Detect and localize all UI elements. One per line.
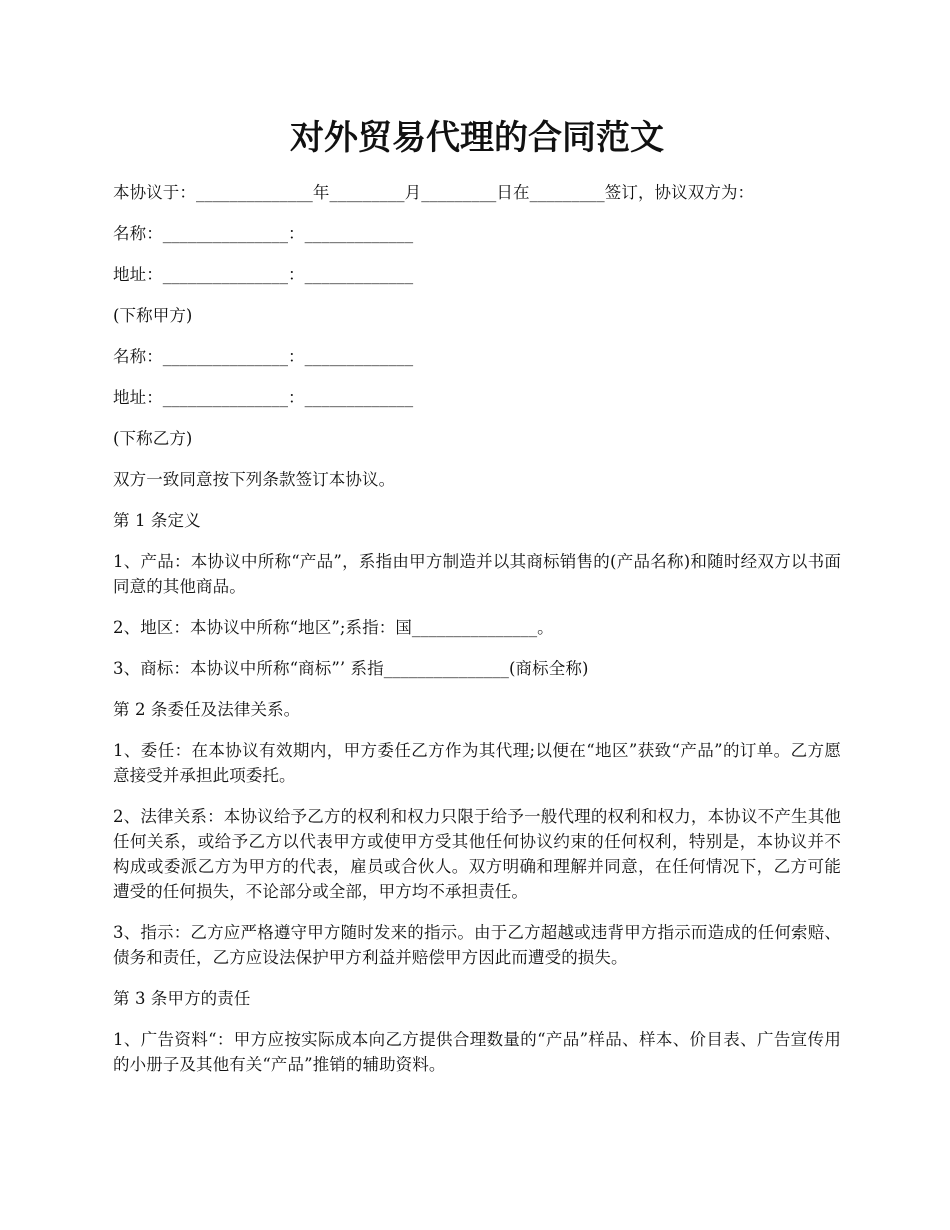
article-2-clause-1: 1、委任：在本协议有效期内，甲方委任乙方作为其代理;以便在“地区”获致“产品”的订单。乙方愿意接受并承担此项委托。 [113,741,841,785]
article-1-heading: 第 1 条定义 [113,511,201,530]
agreement-statement: 双方一致同意按下列条款签订本协议。 [113,470,396,489]
party-a-label: (下称甲方) [113,306,193,325]
party-a-name: 名称：_______________：_____________ [113,224,414,243]
document-title: 对外贸易代理的合同范文 [290,118,664,158]
party-b-name: 名称：_______________：_____________ [113,347,414,366]
article-3-clause-1: 1、广告资料“：甲方应按实际成本向乙方提供合理数量的“产品”样品、样本、价目表、广告宣传用的小册子及其他有关“产品”推销的辅助资料。 [113,1030,841,1074]
article-3-heading: 第 3 条甲方的责任 [113,989,251,1008]
party-b-label: (下称乙方) [113,429,193,448]
article-1-clause-2: 2、地区：本协议中所称“地区”;系指：国_______________。 [113,618,554,637]
article-2-clause-2: 2、法律关系：本协议给予乙方的权利和权力只限于给予一般代理的权利和权力，本协议不产生其他任何关系，或给予乙方以代表甲方或使甲方受其他任何协议约束的任何权利，特别是，本协议并不构成或委派乙方为甲方的代表，雇员或合伙人。双方明确和理解并同意，在任何情况下，乙方可能遭受的任何损失，不论部分或全部，甲方均不承担责任。 [113,807,841,901]
document-page [113,0,841,1093]
party-a-address: 地址：_______________：_____________ [113,265,414,284]
article-1-clause-3: 3、商标：本协议中所称“商标”’ 系指_______________(商标全称) [113,659,589,678]
article-2-heading: 第 2 条委任及法律关系。 [113,700,301,719]
article-1-clause-1: 1、产品：本协议中所称“产品”，系指由甲方制造并以其商标销售的(产品名称)和随时经双方以书面同意的其他商品。 [113,552,841,596]
article-2-clause-3: 3、指示：乙方应严格遵守甲方随时发来的指示。由于乙方超越或违背甲方指示而造成的任何索赔、债务和责任，乙方应设法保护甲方利益并赔偿甲方因此而遭受的损失。 [113,923,841,967]
document-body [113,180,841,1077]
intro-paragraph: 本协议于：______________年_________月_________日在_________签订，协议双方为： [113,183,755,202]
party-b-address: 地址：_______________：_____________ [113,388,414,407]
